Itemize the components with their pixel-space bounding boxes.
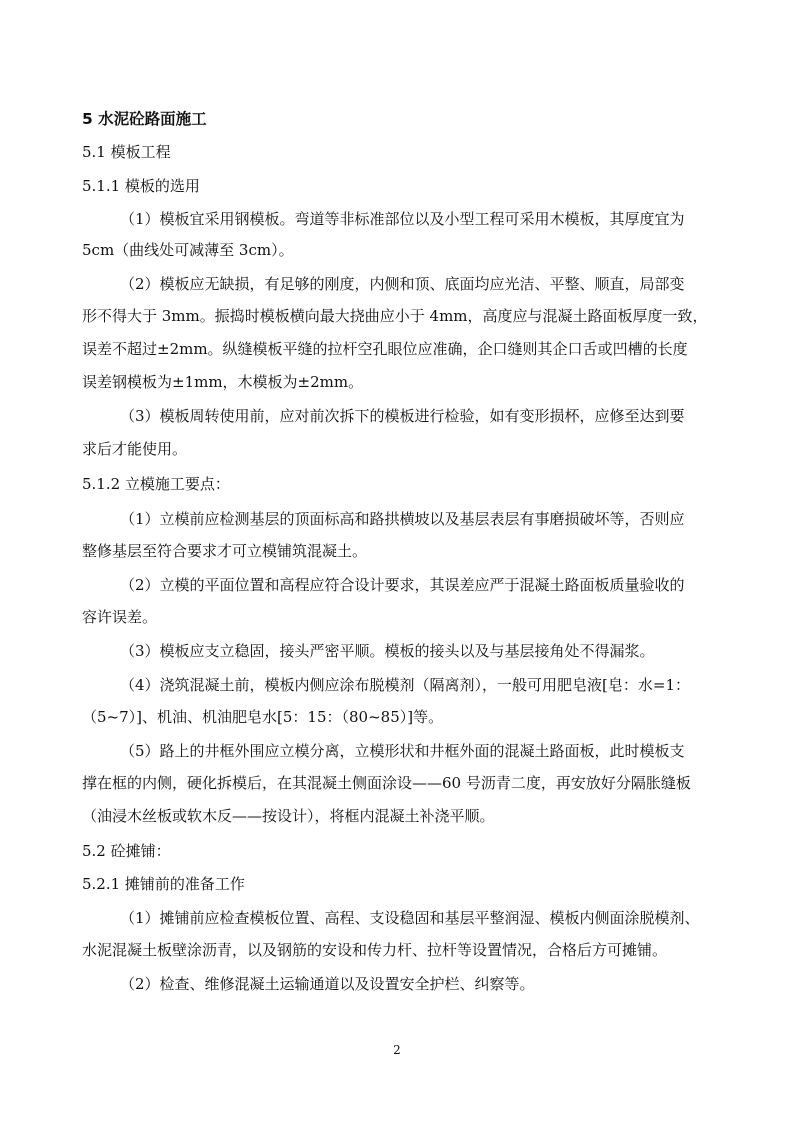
section-heading-5-2: 5.2 砼摊铺： xyxy=(82,842,171,860)
paragraph-line: （3）模板周转使用前，应对前次拆下的模板进行检验，如有变形损杯，应修至达到要 xyxy=(120,407,685,425)
paragraph-line: 形不得大于 3mm。振捣时模板横向最大挠曲应小于 4mm，高度应与混凝土路面板厚度一致， xyxy=(82,307,708,325)
paragraph-line: （1）模板宜采用钢模板。弯道等非标准部位以及小型工程可采用木模板，其厚度宜为 xyxy=(120,210,685,228)
section-heading-5-1: 5.1 模板工程 xyxy=(82,143,171,161)
paragraph-line: 整修基层至符合要求才可立模铺筑混凝土。 xyxy=(82,542,368,560)
paragraph-line: 容许误差。 xyxy=(82,608,158,626)
paragraph-line: （2）模板应无缺损，有足够的刚度，内侧和顶、底面均应光洁、平整、顺直，局部变 xyxy=(120,275,685,293)
paragraph-line: 误差钢模板为±1mm，木模板为±2mm。 xyxy=(82,373,364,391)
paragraph-line: 误差不超过±2mm。纵缝模板平缝的拉杆空孔眼位应准确，企口缝则其企口舌或凹槽的长度 xyxy=(82,340,688,358)
paragraph-line: （5~7）]、机油、机油肥皂水[5：15：（80~85）]等。 xyxy=(82,708,444,726)
paragraph-line: 求后才能使用。 xyxy=(82,440,188,458)
paragraph-line: （1）立模前应检测基层的顶面标高和路拱横坡以及基层表层有事磨损破坏等，否则应 xyxy=(120,510,685,528)
paragraph-line: 水泥混凝土板壁涂沥青，以及钢筋的安设和传力杆、拉杆等设置情况，合格后方可摊铺。 xyxy=(82,941,668,959)
section-heading-5-2-1: 5.2.1 摊铺前的准备工作 xyxy=(82,875,245,893)
paragraph-line: （1）摊铺前应检查模板位置、高程、支设稳固和基层平整润湿、模板内侧面涂脱模剂、 xyxy=(120,909,700,927)
section-heading-5-1-1: 5.1.1 模板的选用 xyxy=(82,177,200,195)
paragraph-line: （5）路上的井框外围应立模分离，立模形状和井框外面的混凝土路面板，此时模板支 xyxy=(120,742,685,760)
paragraph-line: （2）立模的平面位置和高程应符合设计要求，其误差应严于混凝土路面板质量验收的 xyxy=(120,576,685,594)
paragraph-line: 撑在框的内侧，硬化拆模后，在其混凝土侧面涂设——60 号沥青二度，再安放好分隔胀缝板 xyxy=(82,774,691,792)
page-number: 2 xyxy=(393,1043,401,1057)
paragraph-line: （4）浇筑混凝土前，模板内侧应涂布脱模剂（隔离剂），一般可用肥皂液[皂：水=1： xyxy=(120,676,691,694)
paragraph-line: （2）检查、维修混凝土运输通道以及设置安全护栏、纠察等。 xyxy=(120,975,535,993)
section-heading-5: 5 水泥砼路面施工 xyxy=(82,110,207,128)
paragraph-line: （油浸木丝板或软木反——按设计），将框内混凝土补浇平顺。 xyxy=(82,807,495,825)
paragraph-line: （3）模板应支立稳固，接头严密平顺。模板的接头以及与基层接角处不得漏浆。 xyxy=(120,642,655,660)
section-heading-5-1-2: 5.1.2 立模施工要点： xyxy=(82,475,230,493)
paragraph-line: 5cm（曲线处可减薄至 3cm）。 xyxy=(82,241,294,259)
